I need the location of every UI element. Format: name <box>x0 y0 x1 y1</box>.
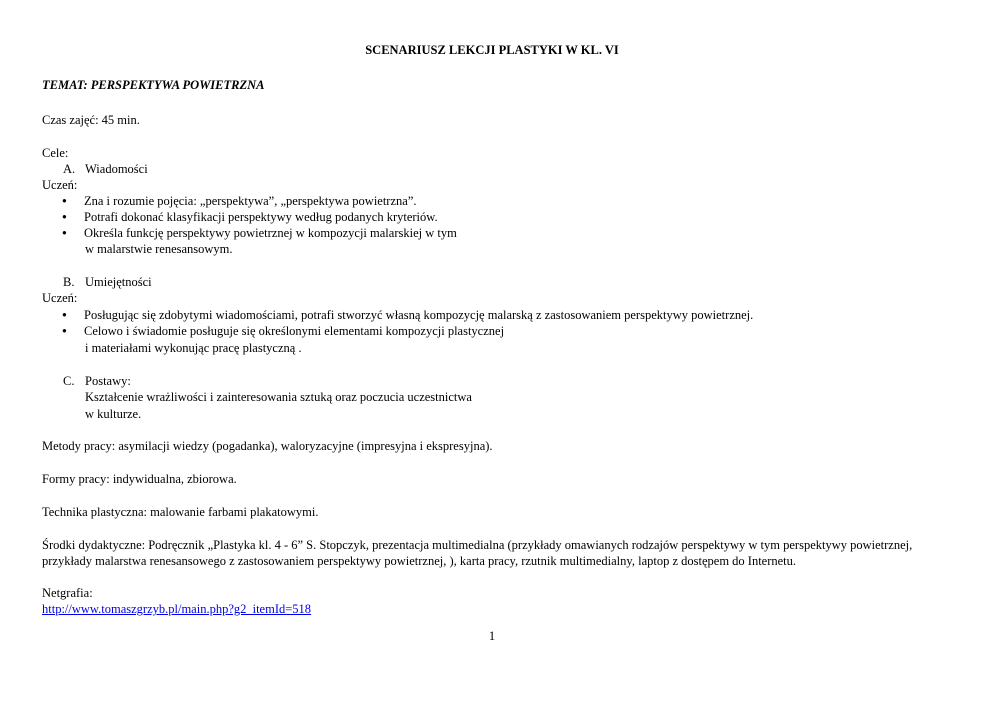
section-a-title: Wiadomości <box>85 162 148 176</box>
page-number: 1 <box>488 629 496 643</box>
list-item: ● Określa funkcję perspektywy powietrznej w kompozycji malarskiej w tym <box>62 225 457 241</box>
section-c-heading <box>63 373 131 389</box>
teaching-means-text: Środki dydaktyczne: Podręcznik „Plastyka kl. 4 - 6” S. Stopczyk, prezentacja multimedialna (przykłady omawianych rodzajów perspektywy w tym perspektywy powietrznej, przykłady malarstwa renesansowego z zastosowaniem perspektywy powietrznej, ), karta pracy, rzutnik multimedialny, laptop z dostępem do Internetu. <box>42 538 913 568</box>
lesson-topic: TEMAT: PERSPEKTYWA POWIETRZNA <box>42 78 265 92</box>
list-item: ● Zna i rozumie pojęcia: „perspektywa”, „perspektywa powietrzna”. <box>62 193 417 209</box>
netgraphy-label: Netgrafia: <box>42 586 93 600</box>
list-item-continuation: i materiałami wykonując pracę plastyczną . <box>85 341 302 355</box>
document-title: SCENARIUSZ LEKCJI PLASTYKI W KL. VI <box>365 43 619 57</box>
section-b-title: Umiejętności <box>85 275 152 289</box>
section-a-student: Uczeń: <box>42 178 78 192</box>
section-c-letter: C. <box>63 374 75 388</box>
methods-text: Metody pracy: asymilacji wiedzy (pogadanka), waloryzacyjne (impresyjna i ekspresyjna). <box>42 439 493 453</box>
list-item-continuation: w malarstwie renesansowym. <box>85 242 233 256</box>
netgraphy-link[interactable]: http://www.tomaszgrzyb.pl/main.php?g2_itemId=518 <box>42 602 312 616</box>
section-c-line: Kształcenie wrażliwości i zainteresowania sztuką oraz poczucia uczestnictwa <box>85 390 472 404</box>
forms-text: Formy pracy: indywidualna, zbiorowa. <box>42 472 237 486</box>
list-item: ● Potrafi dokonać klasyfikacji perspektywy według podanych kryteriów. <box>62 209 438 225</box>
section-b-student: Uczeń: <box>42 291 78 305</box>
section-a-heading <box>63 161 148 177</box>
section-c-line: w kulturze. <box>85 407 142 421</box>
technique-text: Technika plastyczna: malowanie farbami plakatowymi. <box>42 505 319 519</box>
section-a-letter: A. <box>63 162 76 176</box>
section-c-title: Postawy: <box>85 374 131 388</box>
list-item: ● Celowo i świadomie posługuje się określonymi elementami kompozycji plastycznej <box>62 323 504 339</box>
section-b-heading <box>63 274 152 290</box>
goals-label: Cele: <box>42 146 69 160</box>
section-b-letter: B. <box>63 275 75 289</box>
list-item: ● Posługując się zdobytymi wiadomościami, potrafi stworzyć własną kompozycję malarską z zastosowaniem perspektywy powietrznej. <box>62 307 753 323</box>
lesson-duration: Czas zajęć: 45 min. <box>42 113 140 127</box>
